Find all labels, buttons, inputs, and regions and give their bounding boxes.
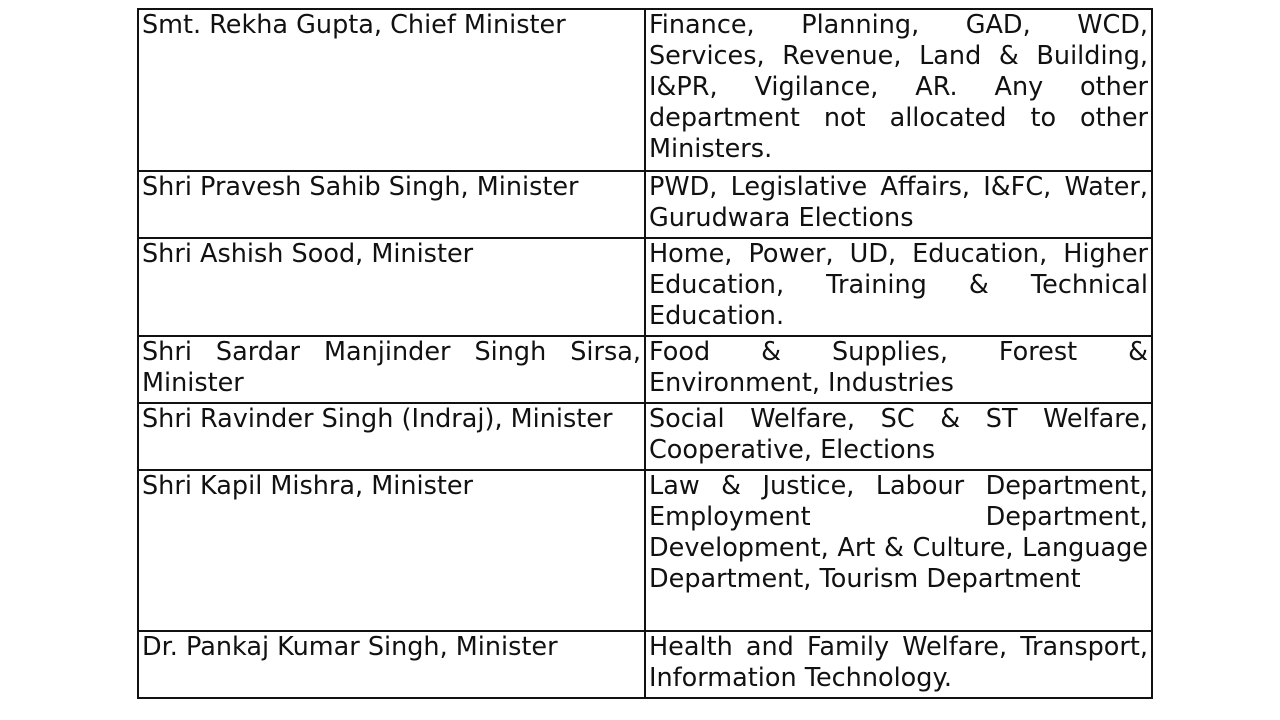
minister-name: Shri Kapil Mishra, Minister bbox=[138, 470, 645, 631]
table-row bbox=[138, 403, 1152, 470]
minister-portfolio: Health and Family Welfare, Transport, Information Technology. bbox=[645, 631, 1152, 698]
portfolio-table-container bbox=[137, 8, 1151, 699]
minister-name: Shri Sardar Manjinder Singh Sirsa, Minister bbox=[138, 336, 645, 403]
minister-name: Shri Ravinder Singh (Indraj), Minister bbox=[138, 403, 645, 470]
minister-portfolio: PWD, Legislative Affairs, I&FC, Water, Gurudwara Elections bbox=[645, 171, 1152, 238]
minister-portfolio: Home, Power, UD, Education, Higher Education, Training & Technical Education. bbox=[645, 238, 1152, 336]
table-row bbox=[138, 336, 1152, 403]
table-row bbox=[138, 631, 1152, 698]
minister-name: Dr. Pankaj Kumar Singh, Minister bbox=[138, 631, 645, 698]
minister-portfolio: Social Welfare, SC & ST Welfare, Cooperative, Elections bbox=[645, 403, 1152, 470]
table-row bbox=[138, 238, 1152, 336]
minister-name: Smt. Rekha Gupta, Chief Minister bbox=[138, 9, 645, 171]
table-row bbox=[138, 470, 1152, 631]
minister-name: Shri Ashish Sood, Minister bbox=[138, 238, 645, 336]
table-row bbox=[138, 171, 1152, 238]
minister-name: Shri Pravesh Sahib Singh, Minister bbox=[138, 171, 645, 238]
portfolio-table bbox=[137, 8, 1153, 699]
minister-portfolio: Finance, Planning, GAD, WCD, Services, Revenue, Land & Building, I&PR, Vigilance, AR. Any other department not allocated to other Ministers. bbox=[645, 9, 1152, 171]
minister-portfolio: Law & Justice, Labour Department, Employment Department, Development, Art & Culture, Language Department, Tourism Department bbox=[645, 470, 1152, 631]
table-row bbox=[138, 9, 1152, 171]
minister-portfolio: Food & Supplies, Forest & Environment, Industries bbox=[645, 336, 1152, 403]
